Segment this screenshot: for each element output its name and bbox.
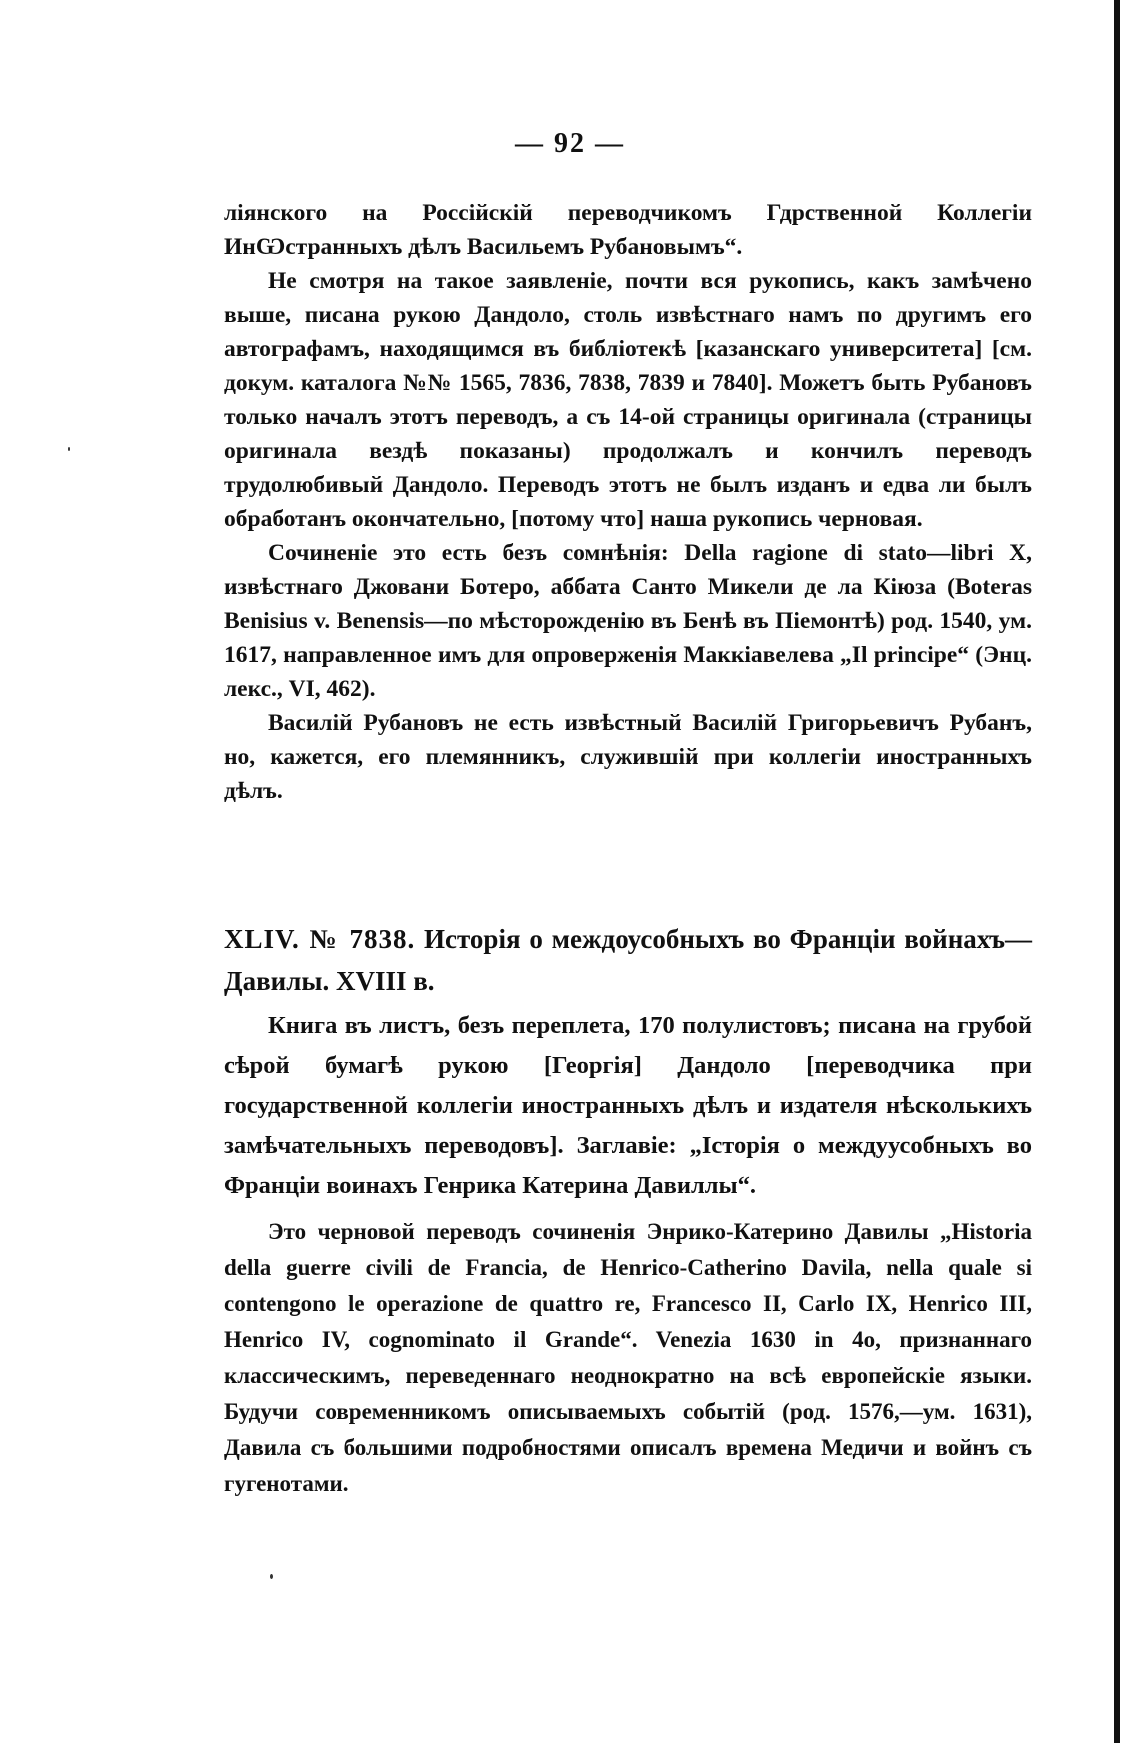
- paragraph-statement: Не смотря на такое заявленіе, почти вся рукопись, какъ замѣчено выше, писана рукою Дандоло, столь извѣстнаго намъ по другимъ его автографамъ, находящимся въ библіотекѣ [казанскаго университета] [см. докум. каталога №№ 1565, 7836, 7838, 7839 и 7840]. Можетъ быть Рубановъ только началъ этотъ переводъ, а съ 14-ой страницы оригинала (страницы оригинала вездѣ показаны) продолжалъ и кончилъ переводъ трудолюбивый Дандоло. Переводъ этотъ не былъ изданъ и едва ли былъ обработанъ окончательно, [потому что] наша рукопись черновая.: [224, 268, 1032, 532]
- paragraph-translator-note: Василій Рубановъ не есть извѣстный Василій Григорьевичъ Рубанъ, но, кажется, его племянникъ, служившій при коллегіи иностранныхъ дѣлъ.: [224, 710, 1032, 804]
- paragraph-translation-note: Это черновой переводъ сочиненія Энрико-Катерино Давилы „Historia della guerre civili de Francia, de Henrico-Catherino Davila, nella quale si contengono le operazione de quattro re, Francesco II, Carlo IX, Henrico III, Henrico IV, cognominato il Grande“. Venezia 1630 in 4о, признаннаго классическимъ, переведеннаго неоднократно на всѣ европейскіе языки. Будучи современникомъ описываемыхъ событій (род. 1576,—ум. 1631), Давила съ большими подробностями описалъ времена Медичи и войнъ съ гугенотами.: [224, 1219, 1032, 1496]
- bottom-text-section: [224, 1214, 1032, 1502]
- page-edge-shadow: [1114, 0, 1120, 1743]
- description-section: [224, 1006, 1032, 1206]
- top-text-section: [224, 196, 1032, 808]
- page-number: — 92 —: [515, 128, 625, 159]
- paper-speck: [68, 447, 70, 451]
- paragraph-book-description: Книга въ листъ, безъ переплета, 170 полулистовъ; писана на грубой сѣрой бумагѣ рукою [Георгія] Дандоло [переводчика при государственной коллегіи иностранныхъ дѣлъ и издателя нѣсколькихъ замѣчательныхъ переводовъ]. Заглавіе: „Історія о междуусобныхъ во Франціи воинахъ Генрика Катерина Давиллы“.: [224, 1012, 1032, 1199]
- entry-title: Исторія о междоусобныхъ во Франціи войнахъ—Давилы. XVIII в.: [224, 924, 1033, 996]
- paper-speck: [270, 1574, 273, 1579]
- entry-number: XLIV. № 7838.: [224, 924, 416, 954]
- paragraph-source-work: Сочиненіе это есть безъ сомнѣнія: Della ragione di stato—libri X, извѣстнаго Джовани Ботеро, аббата Санто Микели де ла Кіюза (Boteras Benisius v. Benensis—по мѣсторожденію въ Бенѣ въ Піемонтѣ) род. 1540, ум. 1617, направленное имъ для опроверженія Маккіавелева „Il principe“ (Энц. лекс., VI, 462).: [224, 540, 1032, 702]
- paragraph-continuation: ліянского на Россійскій переводчикомъ Гдрственной Коллегіи ИнѠстранныхъ дѣлъ Васильемъ Рубановымъ“.: [224, 200, 1032, 260]
- entry-heading: [224, 918, 1032, 1002]
